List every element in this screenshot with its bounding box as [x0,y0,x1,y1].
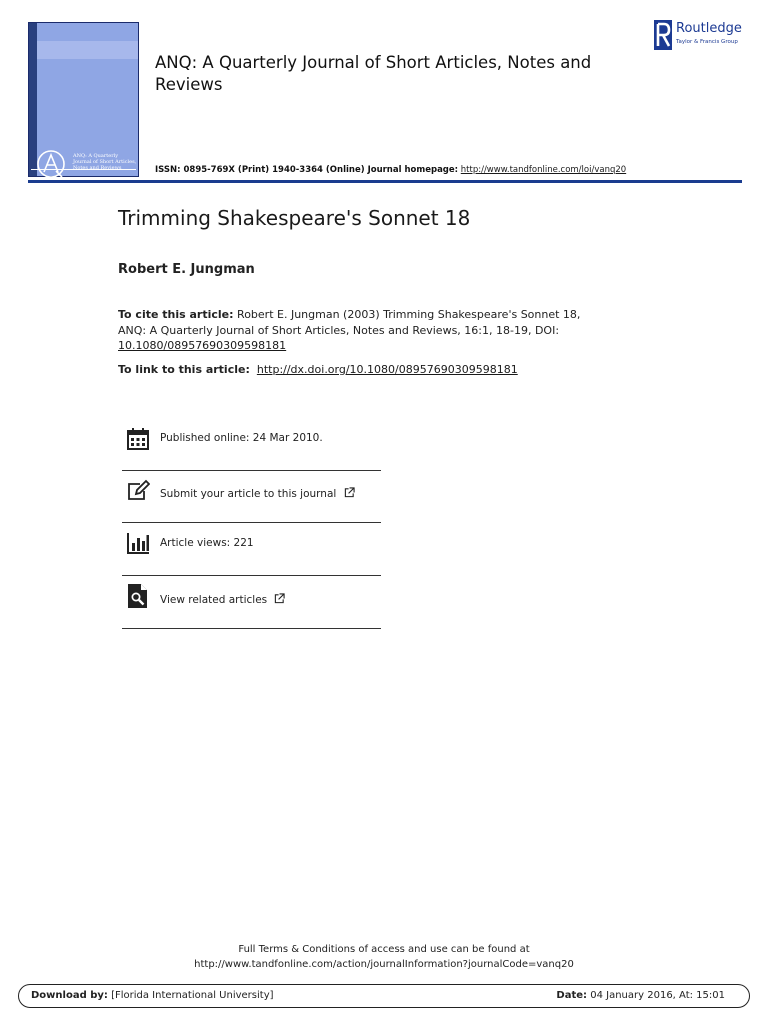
article-title: Trimming Shakespeare's Sonnet 18 [118,206,471,230]
issn-line [155,165,626,175]
related-articles-label: View related articles [160,594,268,606]
citation-block [118,307,588,354]
terms-line: Full Terms & Conditions of access and use can be found at [238,944,530,955]
routledge-r-icon [654,20,672,50]
edit-icon [126,479,150,503]
date-label: Date: [556,990,588,1001]
download-info-bar [18,984,750,1008]
submit-article-link[interactable] [160,487,355,500]
document-search-icon [126,584,150,608]
issn-label: ISSN: 0895-769X (Print) 1940-3364 (Online) Journal homepage: [155,165,459,175]
published-date: Published online: 24 Mar 2010. [160,432,323,444]
article-views-row [122,531,381,571]
header-divider [28,180,742,183]
related-articles-link[interactable] [160,593,285,606]
bar-chart-icon [126,531,150,555]
download-by [31,990,274,1001]
submit-article-row[interactable] [122,478,381,518]
anq-logo-icon [36,149,66,179]
info-divider [122,470,381,471]
info-divider [122,522,381,523]
cover-band [37,41,138,59]
cite-doi-link[interactable]: 10.1080/08957690309598181 [118,339,287,352]
published-online-row [122,425,381,465]
info-divider [122,628,381,629]
terms-notice [0,942,768,972]
article-link-line [118,363,518,376]
link-label: To link to this article: [118,363,250,376]
routledge-logo [654,20,754,50]
related-articles-row[interactable] [122,584,381,624]
download-date [556,990,725,1001]
date-value: 04 January 2016, At: 15:01 [590,990,725,1001]
article-doi-link[interactable]: http://dx.doi.org/10.1080/08957690309598181 [256,363,518,376]
article-author: Robert E. Jungman [118,262,255,277]
download-value: [Florida International University] [111,990,274,1001]
submit-article-label: Submit your article to this journal [160,488,337,500]
external-link-icon [274,593,285,604]
journal-title: ANQ: A Quarterly Journal of Short Articles, Notes and Reviews [155,53,592,94]
journal-cover-image [28,22,139,177]
cover-text: ANQ: A Quarterly Journal of Short Articles, Notes and Reviews [73,153,137,171]
journal-homepage-link[interactable]: http://www.tandfonline.com/loi/vanq20 [460,165,627,175]
cover-footer-line [31,169,136,174]
terms-url[interactable]: http://www.tandfonline.com/action/journalInformation?journalCode=vanq20 [194,959,574,970]
article-views: Article views: 221 [160,537,254,549]
publisher-name: Routledge [676,21,742,36]
info-divider [122,575,381,576]
publisher-subtitle: Taylor & Francis Group [676,39,738,45]
cite-label: To cite this article: [118,308,234,321]
calendar-icon [126,427,150,451]
external-link-icon [344,487,355,498]
cite-text: Robert E. Jungman (2003) Trimming Shakespeare's Sonnet 18, ANQ: A Quarterly Journal of Short Articles, Notes and Reviews, 16:1, 18-19, DOI: [118,308,581,337]
download-label: Download by: [31,990,108,1001]
